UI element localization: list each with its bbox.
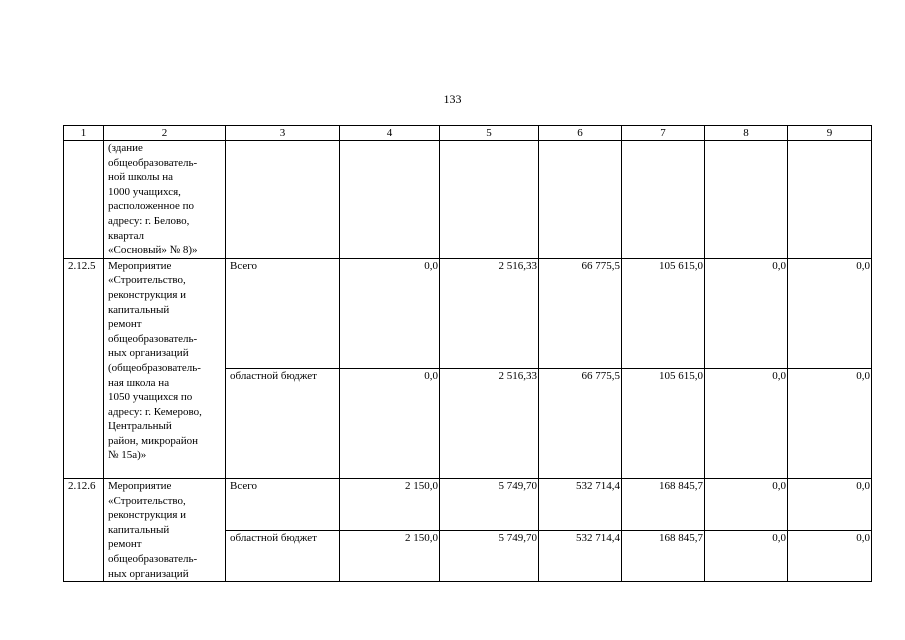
- value-cell: 0,0: [705, 530, 788, 582]
- value-cell: 0,0: [788, 258, 872, 368]
- value-cell: 532 714,4: [539, 479, 622, 531]
- page-number: 133: [443, 92, 462, 106]
- source-cell: Всего: [226, 258, 340, 368]
- column-header: 6: [539, 126, 622, 141]
- value-cell: 0,0: [340, 258, 440, 368]
- value-cell: 2 150,0: [340, 479, 440, 531]
- value-cell: [622, 141, 705, 259]
- text-line: капитальный: [108, 303, 170, 316]
- column-header: 4: [340, 126, 440, 141]
- value-cell: 532 714,4: [539, 530, 622, 582]
- table-row: [64, 258, 872, 368]
- continuation-row: [64, 141, 872, 259]
- value-cell: [440, 141, 539, 259]
- text-line: адресу: г. Кемерово,: [108, 405, 202, 418]
- budget-table: [63, 125, 872, 582]
- value-cell: [705, 141, 788, 259]
- text-line: Мероприятие: [108, 259, 172, 272]
- text-line: район, микрорайон: [108, 434, 199, 447]
- value-cell: 0,0: [788, 368, 872, 478]
- value-cell: [788, 141, 872, 259]
- text-line: адресу: г. Белово,: [108, 214, 190, 227]
- text-line: 1000 учащихся,: [108, 185, 181, 198]
- value-cell: 0,0: [705, 368, 788, 478]
- column-number-header-row: [64, 126, 872, 141]
- value-cell: [340, 141, 440, 259]
- text-line: (общеобразователь-: [108, 361, 201, 374]
- measure-name-cell: [104, 479, 226, 582]
- source-cell: областной бюджет: [226, 368, 340, 478]
- text-line: общеобразователь-: [108, 156, 198, 169]
- text-line: ных организаций: [108, 567, 189, 580]
- code-cell: [64, 141, 104, 259]
- value-cell: 2 516,33: [440, 368, 539, 478]
- column-header: 2: [104, 126, 226, 141]
- value-cell: 66 775,5: [539, 368, 622, 478]
- text-line: Центральный: [108, 420, 172, 433]
- text-line: расположенное по: [108, 200, 194, 213]
- code-cell: 2.12.5: [64, 258, 104, 478]
- column-header: 3: [226, 126, 340, 141]
- column-header: 1: [64, 126, 104, 141]
- code-cell: 2.12.6: [64, 479, 104, 582]
- column-header: 8: [705, 126, 788, 141]
- text-line: ная школа на: [108, 376, 170, 389]
- text-line: квартал: [108, 229, 145, 242]
- text-line: Мероприятие: [108, 480, 172, 493]
- source-cell: областной бюджет: [226, 530, 340, 582]
- measure-name-cell: [104, 141, 226, 259]
- column-header: 9: [788, 126, 872, 141]
- value-cell: 105 615,0: [622, 368, 705, 478]
- table-row: [64, 479, 872, 531]
- text-line: реконструкция и: [108, 509, 187, 522]
- text-line: реконструкция и: [108, 288, 187, 301]
- value-cell: 0,0: [705, 258, 788, 368]
- text-line: ной школы на: [108, 171, 174, 184]
- text-line: общеобразователь-: [108, 332, 198, 345]
- text-line: 1050 учащихся по: [108, 391, 193, 404]
- value-cell: 0,0: [340, 368, 440, 478]
- value-cell: 5 749,70: [440, 530, 539, 582]
- value-cell: 0,0: [788, 530, 872, 582]
- text-line: № 15а)»: [108, 449, 147, 462]
- text-line: ремонт: [108, 538, 142, 551]
- value-cell: 0,0: [788, 479, 872, 531]
- value-cell: 168 845,7: [622, 479, 705, 531]
- value-cell: 105 615,0: [622, 258, 705, 368]
- source-cell: Всего: [226, 479, 340, 531]
- column-header: 5: [440, 126, 539, 141]
- text-line: ремонт: [108, 318, 142, 331]
- value-cell: 0,0: [705, 479, 788, 531]
- value-cell: [539, 141, 622, 259]
- text-line: ных организаций: [108, 347, 189, 360]
- value-cell: 66 775,5: [539, 258, 622, 368]
- value-cell: 168 845,7: [622, 530, 705, 582]
- value-cell: 5 749,70: [440, 479, 539, 531]
- text-line: (здание: [108, 142, 143, 154]
- text-line: общеобразователь-: [108, 553, 198, 566]
- source-cell: [226, 141, 340, 259]
- measure-name-cell: [104, 258, 226, 478]
- value-cell: 2 516,33: [440, 258, 539, 368]
- text-line: капитальный: [108, 523, 170, 536]
- text-line: «Сосновый» № 8)»: [108, 244, 198, 257]
- text-line: «Строительство,: [108, 494, 186, 507]
- column-header: 7: [622, 126, 705, 141]
- text-line: «Строительство,: [108, 274, 186, 287]
- value-cell: 2 150,0: [340, 530, 440, 582]
